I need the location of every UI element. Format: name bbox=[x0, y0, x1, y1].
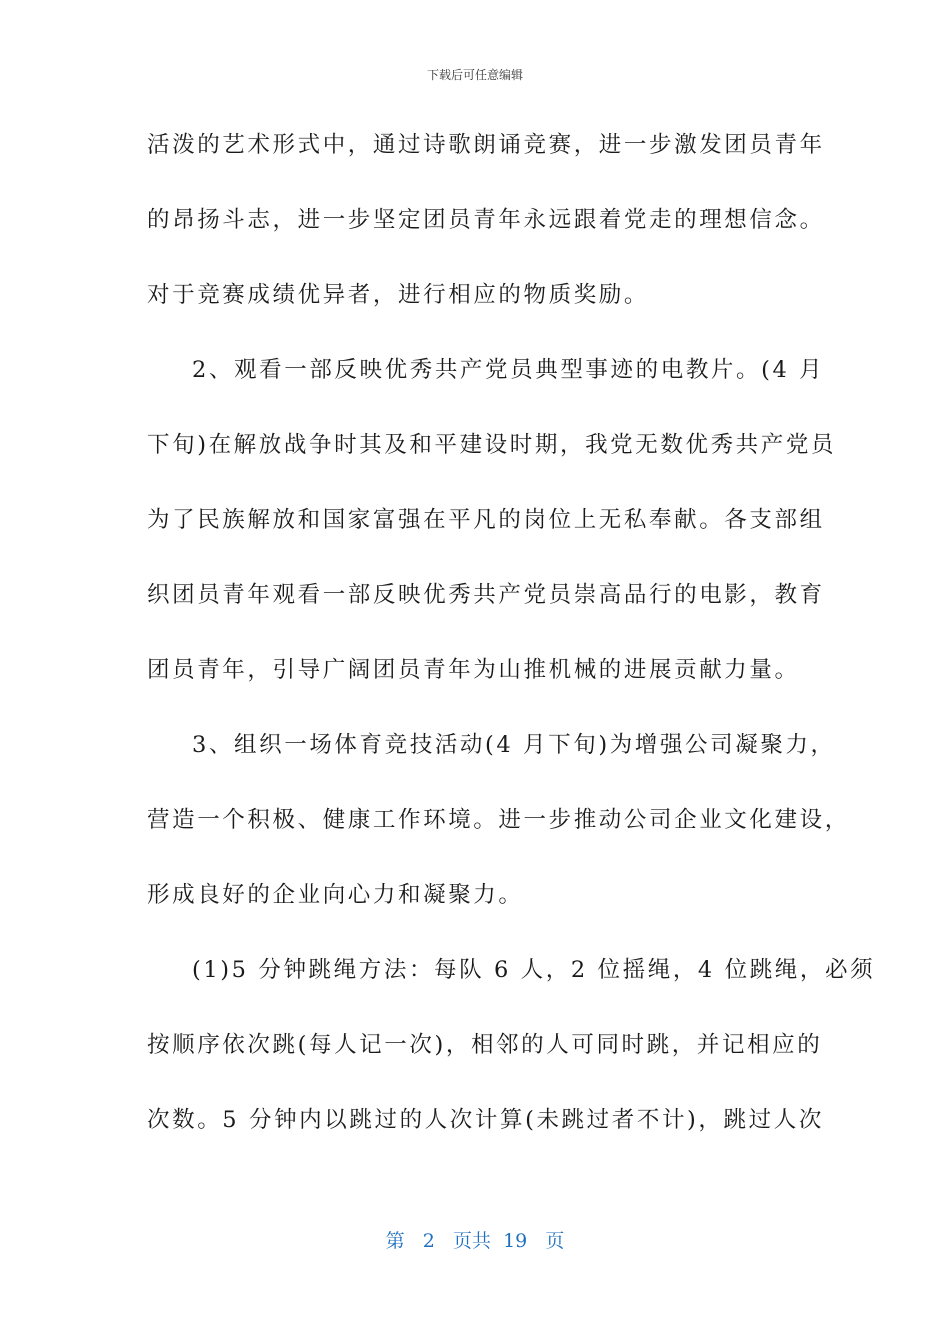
text-line: 为了民族解放和国家富强在平凡的岗位上无私奉献。各支部组 bbox=[147, 507, 825, 533]
total-pages: 19 bbox=[503, 1230, 528, 1252]
footer-prefix: 第 bbox=[385, 1230, 405, 1252]
footer-suffix: 页 bbox=[545, 1230, 565, 1252]
text-line: (1)5 分钟跳绳方法：每队 6 人，2 位摇绳，4 位跳绳，必须 bbox=[192, 957, 876, 983]
text-line: 形成良好的企业向心力和凝聚力。 bbox=[147, 882, 524, 908]
text-line: 活泼的艺术形式中，通过诗歌朗诵竞赛，进一步激发团员青年 bbox=[147, 132, 825, 158]
page-header: 下载后可任意编辑 bbox=[426, 68, 523, 82]
current-page-number: 2 bbox=[422, 1230, 435, 1252]
text-line: 团员青年，引导广阔团员青年为山推机械的进展贡献力量。 bbox=[147, 657, 800, 683]
text-line: 按顺序依次跳(每人记一次)，相邻的人可同时跳，并记相应的 bbox=[147, 1032, 823, 1058]
page-footer bbox=[0, 1226, 950, 1253]
text-line: 的昂扬斗志，进一步坚定团员青年永远跟着党走的理想信念。 bbox=[147, 207, 825, 233]
text-line: 对于竞赛成绩优异者，进行相应的物质奖励。 bbox=[147, 282, 650, 308]
text-line: 3、组织一场体育竞技活动(4 月下旬)为增强公司凝聚力， bbox=[192, 732, 836, 758]
text-line: 次数。5 分钟内以跳过的人次计算(未跳过者不计)，跳过人次 bbox=[147, 1107, 824, 1133]
text-line: 营造一个积极、健康工作环境。进一步推动公司企业文化建设， bbox=[147, 807, 850, 833]
document-body bbox=[147, 122, 876, 1172]
text-line: 下旬)在解放战争时其及和平建设时期，我党无数优秀共产党员 bbox=[147, 432, 837, 458]
footer-middle: 页共 bbox=[452, 1230, 491, 1252]
text-line: 织团员青年观看一部反映优秀共产党员崇高品行的电影，教育 bbox=[147, 582, 825, 608]
text-line: 2、观看一部反映优秀共产党员典型事迹的电教片。(4 月 bbox=[192, 357, 825, 383]
